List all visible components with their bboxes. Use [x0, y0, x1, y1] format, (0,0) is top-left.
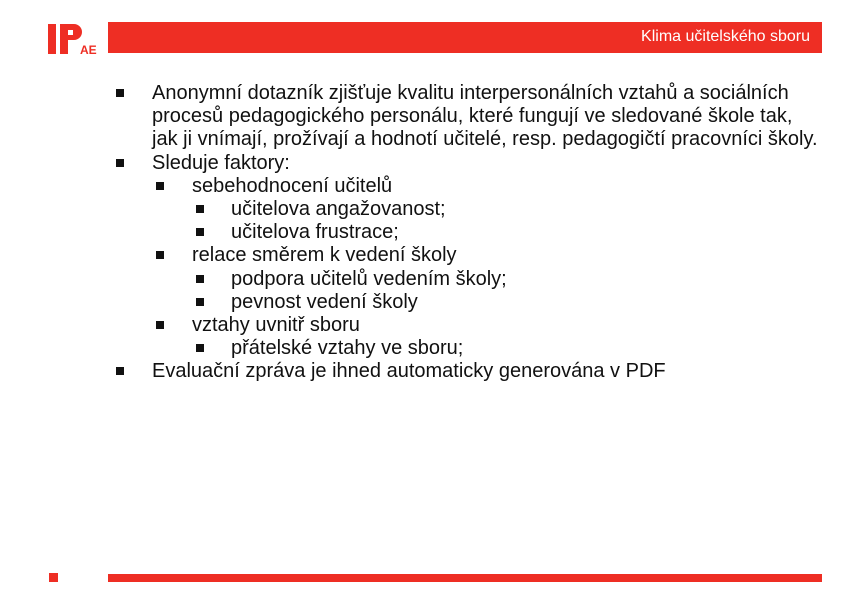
factor-item	[110, 175, 822, 198]
subfactor-label: pevnost vedení školy	[231, 290, 418, 313]
slide-title: Klima učitelského sboru	[641, 28, 810, 45]
bullet-text: Anonymní dotazník zjišťuje kvalitu interpersonálních vztahů a sociálních procesů pedagogického personálu, které fungují ve sledované škole tak, jak ji vnímají, prožívají a hodnotí učitelé, resp. pedagogičtí pracovníci školy.	[152, 82, 818, 151]
square-bullet-icon	[196, 344, 204, 352]
subfactor-label: učitelova frustrace;	[231, 221, 399, 244]
bullet-report	[110, 360, 822, 383]
footer-bar	[108, 574, 822, 582]
square-bullet-icon	[196, 205, 204, 213]
square-bullet-icon	[196, 228, 204, 236]
square-bullet-icon	[156, 251, 164, 259]
bullet-text: Sleduje faktory:	[152, 151, 290, 174]
subfactor-label: učitelova angažovanost;	[231, 198, 446, 221]
square-bullet-icon	[156, 182, 164, 190]
logo	[48, 20, 110, 58]
subfactor-label: podpora učitelů vedením školy;	[231, 267, 507, 290]
title-bar	[108, 22, 822, 53]
subfactor-label: přátelské vztahy ve sboru;	[231, 337, 464, 360]
factor-label: relace směrem k vedení školy	[192, 244, 457, 267]
square-bullet-icon	[116, 367, 124, 375]
subfactor-item	[110, 221, 822, 244]
square-bullet-icon	[196, 298, 204, 306]
bullet-list	[110, 82, 822, 384]
bullet-intro	[110, 82, 822, 152]
bullet-factors	[110, 152, 822, 175]
square-bullet-icon	[116, 159, 124, 167]
subfactor-item	[110, 198, 822, 221]
factor-label: sebehodnocení učitelů	[192, 174, 393, 197]
square-bullet-icon	[196, 275, 204, 283]
subfactor-item	[110, 337, 822, 360]
factor-label: vztahy uvnitř sboru	[192, 314, 360, 337]
logo-letters: AE	[80, 43, 97, 57]
square-bullet-icon	[116, 89, 124, 97]
footer-square	[49, 573, 58, 582]
subfactor-item	[110, 291, 822, 314]
factor-item	[110, 314, 822, 337]
bullet-text: Evaluační zpráva je ihned automaticky generována v PDF	[152, 360, 666, 383]
factor-item	[110, 244, 822, 267]
square-bullet-icon	[156, 321, 164, 329]
subfactor-item	[110, 268, 822, 291]
